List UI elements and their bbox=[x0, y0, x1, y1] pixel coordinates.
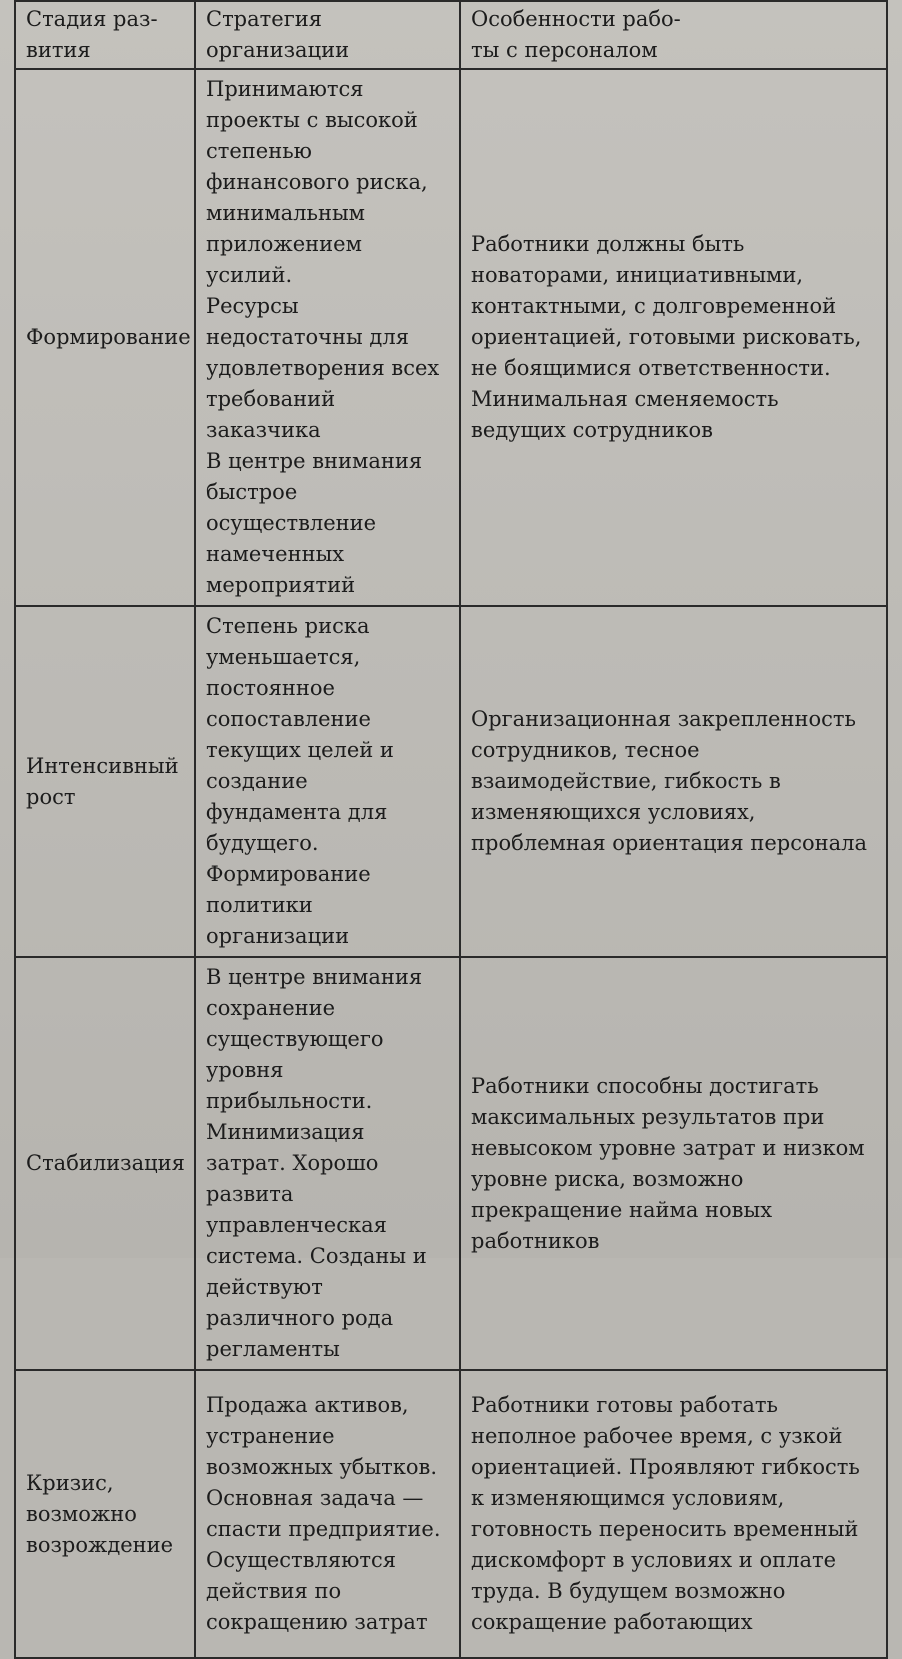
strategy-text: Принимаются проекты с высокой степенью финансового риска, минимальным приложением усилий. bbox=[206, 77, 428, 287]
personnel-text: Работники готовы работать неполное рабочее время, с узкой ориентацией. Проявляют гибкость к изменяющимся условиям, готовность переносить временный дискомфорт в условиях и оплате труда. В будущем возможно сокращение работающих bbox=[471, 1393, 860, 1634]
strategy-text: В центре внимания сохранение существующего уровня прибыльности. Минимизация затрат. Хорошо развита управленческая система. Созданы и действуют различного рода регламенты bbox=[206, 965, 427, 1361]
personnel-text: Минимальная сменяемость ведущих сотрудников bbox=[471, 387, 779, 442]
personnel-text: Работники способны достигать максимальных результатов при невысоком уровне затрат и низком уровне риска, возможно прекращение найма новых работников bbox=[471, 1073, 865, 1253]
stage-name: Кризис, возможно возрождение bbox=[26, 1470, 174, 1557]
table-row bbox=[15, 1370, 887, 1658]
header-strategy-text: Стратегия организации bbox=[206, 7, 350, 62]
stages-table bbox=[14, 0, 888, 1659]
strategy-text: В центре внимания быстрое осуществление намеченных мероприятий bbox=[206, 449, 423, 597]
stage-cell bbox=[15, 1370, 195, 1658]
stage-name: Интенсивный рост bbox=[26, 753, 179, 809]
header-personnel-text: Особенности рабо- ты с персоналом bbox=[471, 7, 681, 62]
table-row bbox=[15, 69, 887, 606]
strategy-text: Продажа активов, устранение возможных убытков. Основная задача — спасти предприятие. Осуществляются действия по сокращению затрат bbox=[206, 1393, 441, 1634]
stage-cell bbox=[15, 69, 195, 606]
stage-name: Стабилизация bbox=[26, 1151, 185, 1175]
strategy-text: Степень риска уменьшается, постоянное сопоставление текущих целей и создание фундамента для будущего. Формирование политики организации bbox=[206, 614, 394, 948]
personnel-text: Работники должны быть новаторами, инициативными, контактными, с долговременной ориентацией, готовыми рисковать, не боящимися ответственности. bbox=[471, 232, 862, 380]
strategy-cell bbox=[195, 957, 460, 1370]
strategy-cell bbox=[195, 606, 460, 957]
strategy-cell bbox=[195, 69, 460, 606]
personnel-cell bbox=[460, 69, 887, 606]
table-row bbox=[15, 606, 887, 957]
table-header-row bbox=[15, 1, 887, 69]
table-row bbox=[15, 957, 887, 1370]
header-personnel bbox=[460, 1, 887, 69]
strategy-cell bbox=[195, 1370, 460, 1658]
personnel-cell bbox=[460, 957, 887, 1370]
personnel-cell bbox=[460, 1370, 887, 1658]
stage-cell bbox=[15, 606, 195, 957]
personnel-cell bbox=[460, 606, 887, 957]
stage-name: Формирование bbox=[26, 325, 191, 349]
personnel-text: Организационная закрепленность сотрудников, тесное взаимодействие, гибкость в изменяющихся условиях, проблемная ориентация персонала bbox=[471, 707, 867, 855]
strategy-text: Ресурсы недостаточны для удовлетворения всех требований заказчика bbox=[206, 294, 440, 442]
header-stage bbox=[15, 1, 195, 69]
header-stage-text: Стадия раз- вития bbox=[26, 7, 158, 62]
stage-cell bbox=[15, 957, 195, 1370]
header-strategy bbox=[195, 1, 460, 69]
